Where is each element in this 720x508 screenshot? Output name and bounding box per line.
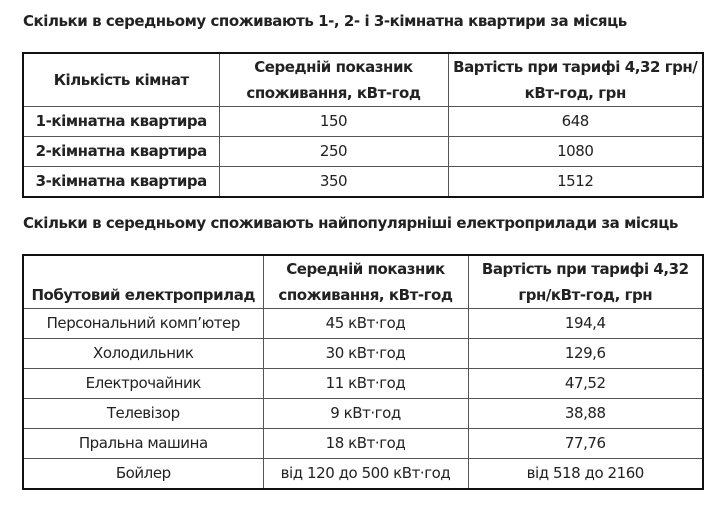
cell-consumption: 18 кВт·год [263, 429, 468, 459]
cell-consumption: 30 кВт·год [263, 339, 468, 369]
cell-cost: 194,4 [468, 309, 703, 339]
table-header-row [23, 53, 703, 107]
cell-cost: 1512 [448, 167, 703, 198]
cell-consumption: 45 кВт·год [263, 309, 468, 339]
table-row [23, 399, 703, 429]
cell-rooms: 1-кімнатна квартира [23, 107, 219, 137]
apartment-consumption-table [22, 52, 704, 198]
header-text-line1: Середній показник [286, 260, 445, 278]
cell-appliance: Пральна машина [23, 429, 263, 459]
header-text-line1: Вартість при тарифі 4,32 [481, 260, 689, 278]
table-row [23, 107, 703, 137]
header-cost [448, 53, 703, 107]
table-header-row [23, 255, 703, 309]
cell-consumption: 250 [219, 137, 448, 167]
cell-consumption: 150 [219, 107, 448, 137]
cell-cost: 77,76 [468, 429, 703, 459]
header-text-line1: Середній показник [254, 58, 413, 76]
header-text-line2: споживання, кВт-год [278, 286, 453, 304]
cell-appliance: Персональний комп’ютер [23, 309, 263, 339]
cell-appliance: Електрочайник [23, 369, 263, 399]
header-appliance [23, 255, 263, 309]
cell-consumption: 350 [219, 167, 448, 198]
cell-consumption: 9 кВт·год [263, 399, 468, 429]
table-row [23, 339, 703, 369]
header-text-line2: кВт-год, грн [524, 84, 626, 102]
cell-cost: 47,52 [468, 369, 703, 399]
appliance-consumption-table [22, 254, 704, 490]
table-row [23, 167, 703, 198]
cell-cost: 129,6 [468, 339, 703, 369]
header-text: Побутовий електроприлад [31, 286, 256, 304]
header-text-line1: Вартість при тарифі 4,32 грн/ [453, 58, 698, 76]
cell-cost: від 518 до 2160 [468, 459, 703, 490]
cell-rooms: 3-кімнатна квартира [23, 167, 219, 198]
header-consumption [219, 53, 448, 107]
table-row [23, 309, 703, 339]
cell-cost: 1080 [448, 137, 703, 167]
cell-appliance: Холодильник [23, 339, 263, 369]
cell-appliance: Бойлер [23, 459, 263, 490]
header-text-line2: споживання, кВт-год [246, 84, 421, 102]
table-row [23, 429, 703, 459]
cell-rooms: 2-кімнатна квартира [23, 137, 219, 167]
header-text: Кількість кімнат [53, 71, 189, 89]
cell-cost: 648 [448, 107, 703, 137]
cell-consumption: від 120 до 500 кВт·год [263, 459, 468, 490]
table-row [23, 459, 703, 490]
cell-appliance: Телевізор [23, 399, 263, 429]
header-consumption [263, 255, 468, 309]
header-text-line2: грн/кВт-год, грн [518, 286, 653, 304]
header-cost [468, 255, 703, 309]
table-row [23, 369, 703, 399]
header-rooms [23, 53, 219, 107]
table2-title: Скільки в середньому споживають найпопулярніші електроприлади за місяць [23, 214, 678, 232]
cell-cost: 38,88 [468, 399, 703, 429]
cell-consumption: 11 кВт·год [263, 369, 468, 399]
table-row [23, 137, 703, 167]
table1-title: Скільки в середньому споживають 1-, 2- і 3-кімнатна квартири за місяць [23, 12, 627, 30]
